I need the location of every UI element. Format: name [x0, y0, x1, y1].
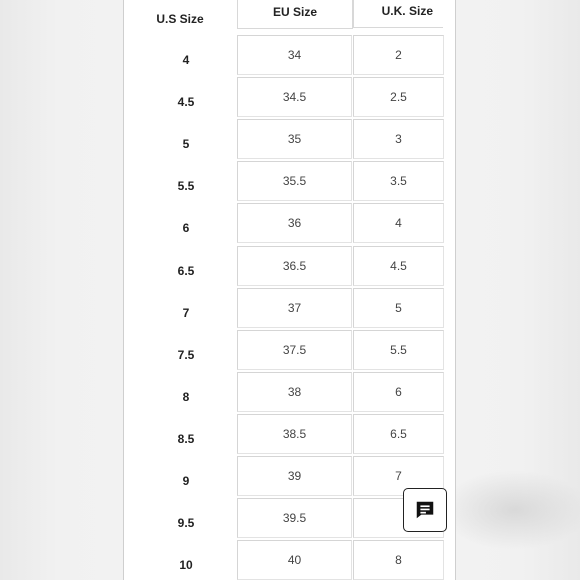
uk-size-cell: 8 [353, 540, 444, 580]
us-size-cell: 8 [182, 389, 190, 404]
us-size-cell: 7.5 [177, 347, 195, 362]
us-size-cell: 9 [182, 474, 190, 488]
table-row [124, 246, 457, 288]
uk-size-cell: 7 [353, 456, 444, 496]
uk-size-cell: 3.5 [353, 161, 444, 201]
us-size-cell: 6 [182, 221, 190, 236]
uk-size-cell: 2 [353, 35, 444, 75]
table-row [124, 77, 457, 119]
eu-size-cell: 34.5 [237, 77, 352, 117]
shadow-overlay [440, 470, 580, 550]
us-size-cell: 4 [182, 53, 190, 67]
table-row [124, 35, 457, 77]
eu-size-cell: 36 [237, 203, 352, 243]
table-row [124, 203, 457, 245]
uk-size-cell: 6 [353, 372, 444, 412]
uk-size-cell: 5 [353, 288, 444, 328]
header-eu-size: EU Size [237, 0, 353, 29]
eu-size-cell: 35 [237, 119, 352, 159]
eu-size-cell: 40 [237, 540, 352, 580]
eu-size-cell: 38 [237, 372, 352, 412]
us-size-cell: 4.5 [177, 95, 195, 110]
table-row [124, 414, 457, 456]
eu-size-cell: 37 [237, 288, 352, 328]
us-size-cell: 5.5 [177, 179, 195, 194]
eu-size-cell: 39.5 [237, 498, 352, 538]
table-row [124, 540, 457, 580]
uk-size-cell: 4 [353, 203, 444, 243]
eu-size-cell: 39 [237, 456, 352, 496]
uk-size-cell: 2.5 [353, 77, 444, 117]
table-row [124, 119, 457, 161]
header-uk-size: U.K. Size [353, 0, 443, 28]
uk-size-cell: 4.5 [353, 246, 444, 286]
uk-size-cell: 5.5 [353, 330, 444, 370]
us-size-cell: 9.5 [177, 516, 195, 531]
us-size-cell: 8.5 [177, 431, 195, 446]
table-row [124, 288, 457, 330]
header-us-size: U.S Size [156, 11, 204, 26]
eu-size-cell: 36.5 [237, 246, 352, 286]
chat-message-icon [414, 499, 436, 521]
table-row [124, 161, 457, 203]
us-size-cell: 7 [182, 305, 190, 320]
uk-size-cell: 3 [353, 119, 444, 159]
eu-size-cell: 38.5 [237, 414, 352, 454]
eu-size-cell: 37.5 [237, 330, 352, 370]
us-size-cell: 6.5 [177, 263, 195, 278]
us-size-cell: 5 [182, 137, 190, 152]
chat-button[interactable] [403, 488, 447, 532]
table-row [124, 330, 457, 372]
table-row [124, 372, 457, 414]
eu-size-cell: 35.5 [237, 161, 352, 201]
eu-size-cell: 34 [237, 35, 352, 75]
us-size-cell: 10 [179, 558, 193, 573]
uk-size-cell: 6.5 [353, 414, 444, 454]
